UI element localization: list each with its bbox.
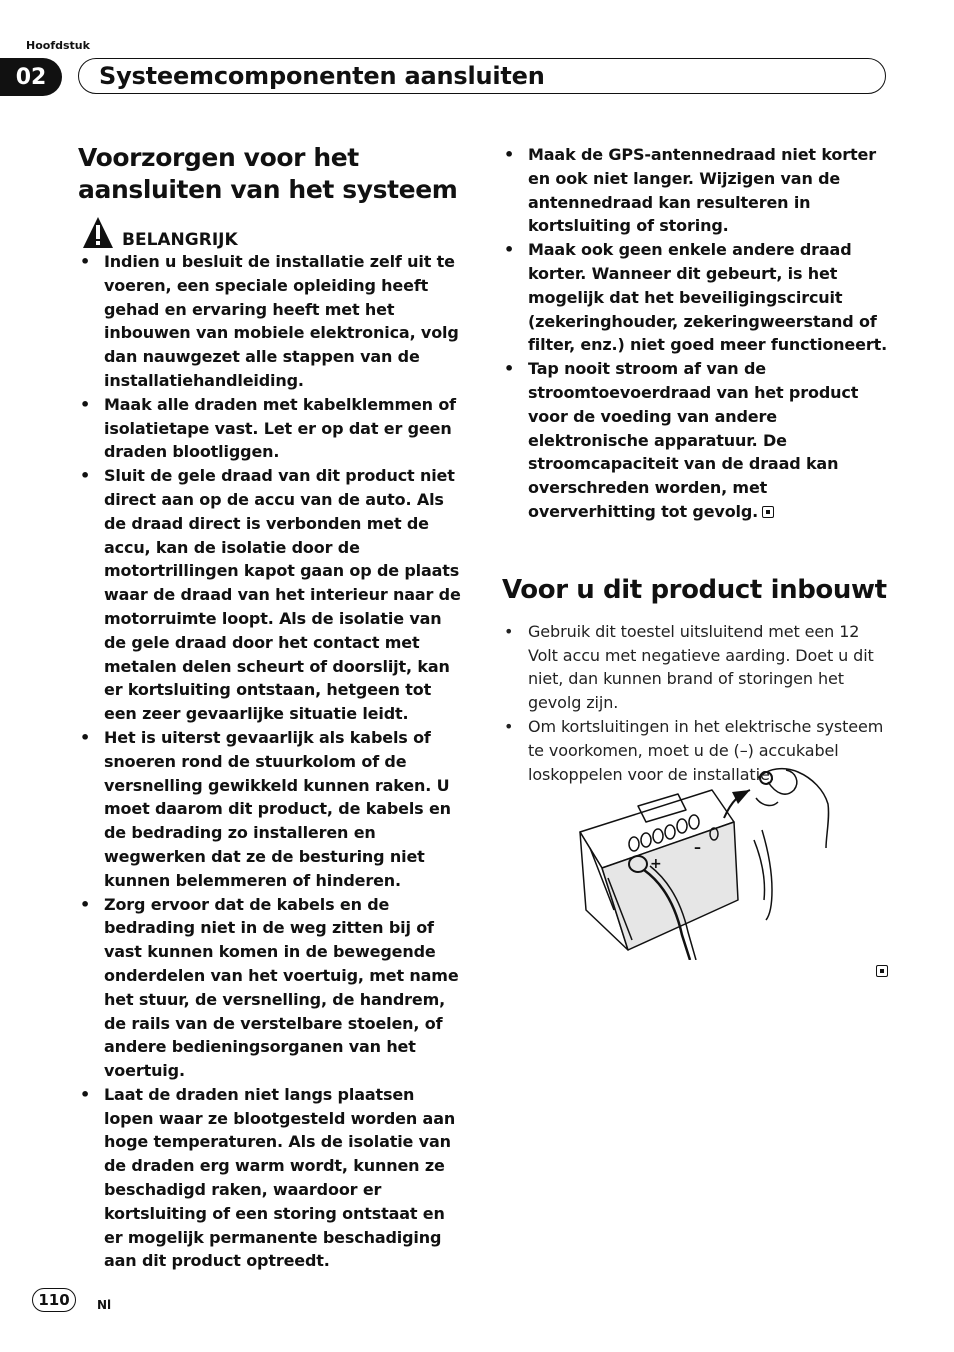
- battery-disconnect-illustration: [572, 760, 842, 960]
- right-column: [502, 143, 890, 786]
- list-item: • Maak alle draden met kabelklemmen of isolatietape vast. Let er op dat er geen draden blootliggen.: [78, 393, 466, 464]
- list-item: • Maak de GPS-antennedraad niet korter en ook niet langer. Wijzigen van de antennedraad kan resulteren in kortsluiting of storing.: [502, 143, 890, 238]
- important-notice: [82, 214, 466, 250]
- list-item: • Laat de draden niet langs plaatsen lopen waar ze blootgesteld worden aan hoge temperaturen. Als de isolatie van de draden erg warm wordt, kunnen ze beschadigd raken, waardoor er kortsluiting of een storing ontstaat en er mogelijk permanente beschadiging aan dit product optreedt.: [78, 1083, 466, 1273]
- page-number: 110: [32, 1288, 76, 1312]
- list-item: • Om kortsluitingen in het elektrische systeem te voorkomen, moet u de (–) accukabel loskoppelen voor de installatie.: [502, 715, 890, 786]
- list-item: • Indien u besluit de installatie zelf uit te voeren, een speciale opleiding heeft gehad en ervaring heeft met het inbouwen van mobiele elektronica, volg dan nauwgezet alle stappen van de installatiehandleiding.: [78, 250, 466, 393]
- chapter-number: 02: [0, 58, 62, 96]
- list-item: • Gebruik dit toestel uitsluitend met een 12 Volt accu met negatieve aarding. Doet u dit niet, dan kunnen brand of storingen het gevolg zijn.: [502, 620, 890, 715]
- warning-triangle-icon: [82, 216, 114, 250]
- chapter-title: Systeemcomponenten aansluiten: [78, 58, 886, 94]
- section-title-before-install: Voor u dit product inbouwt: [502, 574, 887, 605]
- section-title-precautions: Voorzorgen voor het aansluiten van het systeem: [78, 143, 458, 204]
- precautions-list: [78, 250, 466, 1273]
- battery-plus-label: +: [650, 856, 662, 872]
- section-end-icon: [876, 965, 888, 977]
- chapter-label: Hoofdstuk: [26, 39, 90, 52]
- important-label: BELANGRIJK: [122, 230, 238, 250]
- precautions-list-continued: [502, 143, 890, 524]
- language-code: Nl: [97, 1298, 112, 1312]
- list-item: • Maak ook geen enkele andere draad korter. Wanneer dit gebeurt, is het mogelijk dat het beveiligingscircuit (zekeringhouder, zekeringweerstand of filter, enz.) niet goed meer functioneert.: [502, 238, 890, 357]
- list-item: • Het is uiterst gevaarlijk als kabels of snoeren rond de stuurkolom of de versnelling gewikkeld kunnen raken. U moet daarom dit product, de kabels en de bedrading zo installeren en wegwerken dat ze de besturing niet kunnen belemmeren of hinderen.: [78, 726, 466, 893]
- list-item: • Zorg ervoor dat de kabels en de bedrading niet in de weg zitten bij of vast kunnen komen in de bewegende onderdelen van het voertuig, met name het stuur, de versnelling, de handrem, de rails van de verstelbare stoelen, of andere bedieningsorganen van het voertuig.: [78, 893, 466, 1083]
- list-item-text: Tap nooit stroom af van de stroomtoevoerdraad van het product voor de voeding van andere elektronische apparatuur. De stroomcapaciteit van de draad kan overschreden worden, met oververhitting tot gevolg.: [528, 359, 859, 521]
- section-end-icon: [762, 506, 774, 518]
- left-column: [78, 142, 466, 1273]
- list-item: • Sluit de gele draad van dit product niet direct aan op de accu van de auto. Als de draad direct is verbonden met de accu, kan de isolatie door de motortrillingen kapot gaan op de plaats waar de draad van het interieur naar de motorruimte loopt. Als de isolatie van de gele draad door het contact met metalen delen scheurt of doorslijt, kan er kortsluiting ontstaan, hetgeen tot een zeer gevaarlijke situatie leidt.: [78, 464, 466, 726]
- list-item: [502, 357, 890, 524]
- battery-minus-label: –: [694, 840, 701, 856]
